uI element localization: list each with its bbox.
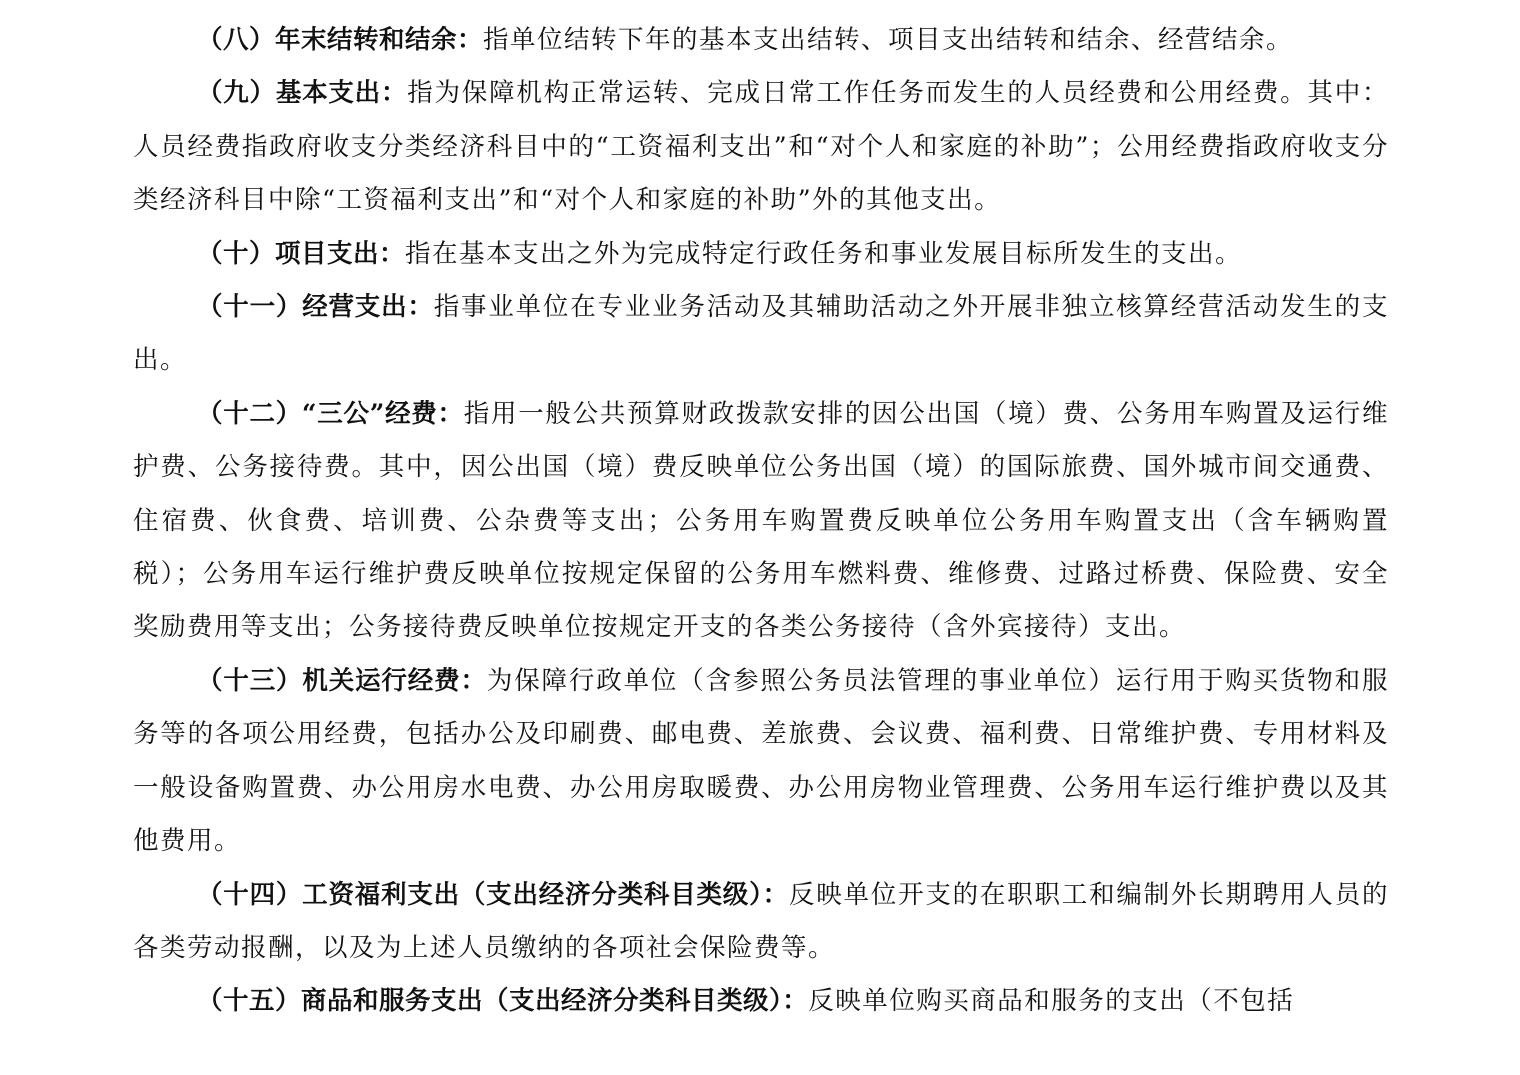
term-definition: 指事业单位在专业业务活动及其辅助活动之外开展非独立核算经营活动发生的支出。 [133, 292, 1389, 376]
term-heading: （十）项目支出： [197, 238, 406, 269]
paragraph-three-public-expenses [133, 388, 1389, 655]
term-heading: （十二）“三公”经费： [197, 398, 464, 429]
paragraph-goods-services [133, 975, 1389, 1028]
term-definition: 为保障行政单位（含参照公务员法管理的事业单位）运行用于购买货物和服务等的各项公用经费，包括办公及印刷费、邮电费、差旅费、会议费、福利费、日常维护费、专用材料及一般设备购置费、办公用房水电费、办公用房取暖费、办公用房物业管理费、公务用车运行维护费以及其他费用。 [133, 665, 1389, 857]
term-definition: 指在基本支出之外为完成特定行政任务和事业发展目标所发生的支出。 [405, 238, 1243, 269]
paragraph-basic-expenditure [133, 67, 1389, 227]
term-heading: （九）基本支出： [197, 78, 408, 109]
paragraph-wages-welfare [133, 869, 1389, 976]
paragraph-operating-expenditure [133, 281, 1389, 388]
term-definition: 指为保障机构正常运转、完成日常工作任务而发生的人员经费和公用经费。其中：人员经费指政府收支分类经济科目中的“工资福利支出”和“对个人和家庭的补助”；公用经费指政府收支分类经济科目中除“工资福利支出”和“对个人和家庭的补助”外的其他支出。 [133, 78, 1389, 216]
term-definition: 反映单位购买商品和服务的支出（不包括 [808, 986, 1295, 1017]
term-heading: （十一）经营支出： [197, 292, 434, 323]
term-definition: 指用一般公共预算财政拨款安排的因公出国（境）费、公务用车购置及运行维护费、公务接待费。其中，因公出国（境）费反映单位公务出国（境）的国际旅费、国外城市间交通费、住宿费、伙食费、培训费、公杂费等支出；公务用车购置费反映单位公务用车购置支出（含车辆购置税）；公务用车运行维护费反映单位按规定保留的公务用车燃料费、维修费、过路过桥费、保险费、安全奖励费用等支出；公务接待费反映单位按规定开支的各类公务接待（含外宾接待）支出。 [133, 398, 1389, 643]
paragraph-project-expenditure [133, 228, 1389, 281]
term-heading: （八）年末结转和结余： [197, 25, 484, 55]
paragraph-agency-operating-funds [133, 655, 1389, 869]
term-definition: 指单位结转下年的基本支出结转、项目支出结转和结余、经营结余。 [483, 25, 1294, 55]
term-heading: （十四）工资福利支出（支出经济分类科目类级）： [197, 879, 789, 910]
paragraph-year-end-balance [133, 14, 1389, 67]
term-heading: （十三）机关运行经费： [197, 665, 487, 696]
document-body [133, 14, 1389, 1029]
term-heading: （十五）商品和服务支出（支出经济分类科目类级）： [197, 986, 809, 1017]
term-definition: 反映单位开支的在职职工和编制外长期聘用人员的各类劳动报酬，以及为上述人员缴纳的各项社会保险费等。 [133, 879, 1389, 963]
